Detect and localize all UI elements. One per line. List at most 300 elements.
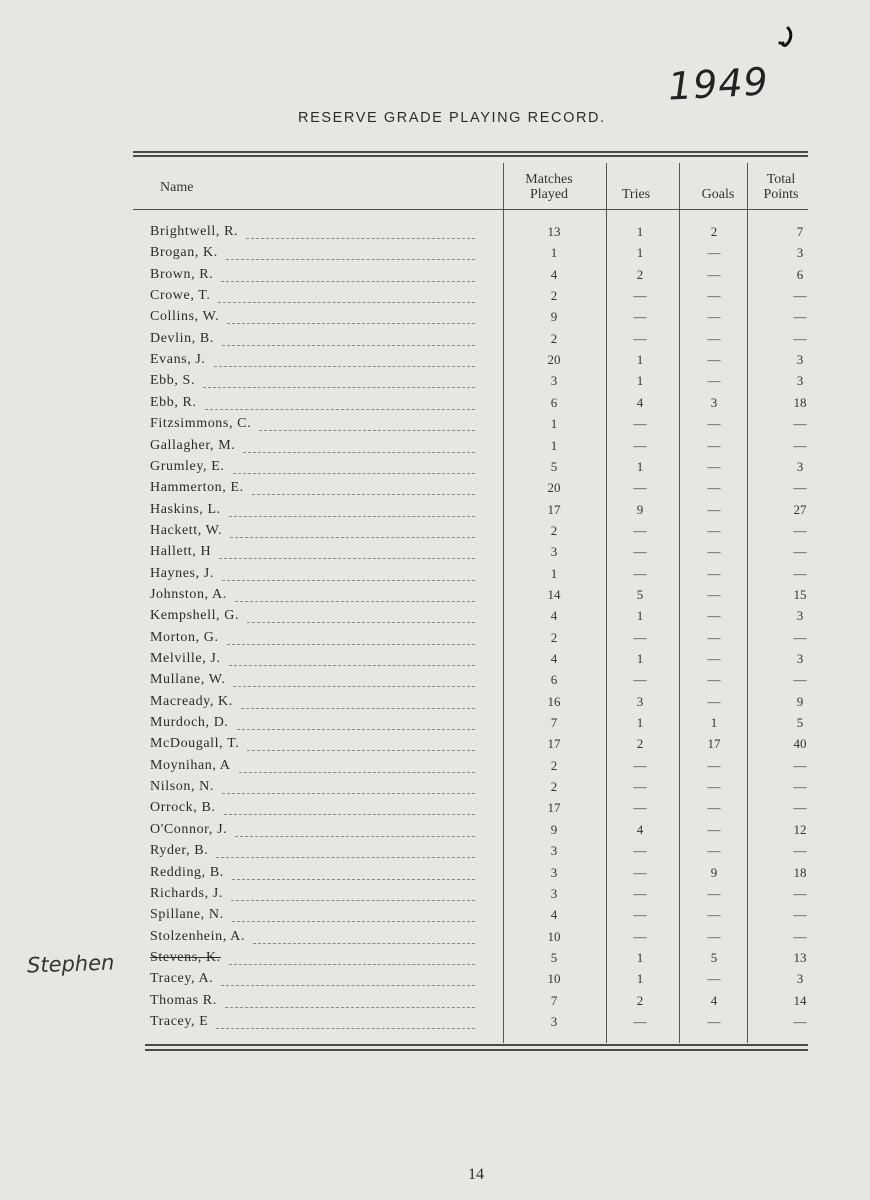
handwritten-year: 1949 xyxy=(666,59,770,109)
player-name xyxy=(150,438,485,459)
player-name xyxy=(150,929,485,950)
dot-leader xyxy=(235,836,475,837)
tries-cell: 1 xyxy=(636,458,644,474)
player-name-text: Kempshell, G. xyxy=(150,608,240,624)
table-row xyxy=(0,971,870,992)
player-name xyxy=(150,950,485,971)
goals-cell: — xyxy=(707,501,721,517)
header-name: Name xyxy=(160,180,194,195)
goals-cell: — xyxy=(707,885,721,901)
points-cell: 3 xyxy=(796,245,804,261)
player-name-text: Hammerton, E. xyxy=(150,480,244,496)
tries-cell: 5 xyxy=(636,586,644,602)
tries-cell: 1 xyxy=(636,224,644,239)
points-cell: — xyxy=(793,629,807,645)
points-cell: 9 xyxy=(796,693,804,709)
player-name-text: Ryder, B. xyxy=(150,843,209,859)
bottom-rule-2 xyxy=(145,1049,808,1051)
dot-leader xyxy=(222,793,475,794)
player-name xyxy=(150,993,485,1014)
player-name xyxy=(150,907,485,928)
player-name-text: Evans, J. xyxy=(150,352,206,368)
player-name xyxy=(150,715,485,736)
points-cell: — xyxy=(793,843,807,859)
points-cell: 3 xyxy=(796,651,804,666)
dot-leader xyxy=(216,857,475,858)
goals-cell: 2 xyxy=(710,224,718,239)
dot-leader xyxy=(203,387,475,388)
tries-cell: — xyxy=(633,757,647,773)
points-cell: 3 xyxy=(796,608,804,624)
player-name xyxy=(150,672,485,693)
player-name xyxy=(150,1014,485,1035)
points-cell: — xyxy=(793,885,807,901)
tries-cell: 1 xyxy=(636,373,644,389)
matches-cell: 13 xyxy=(547,224,561,239)
tries-cell: 4 xyxy=(636,394,644,410)
dot-leader xyxy=(219,558,475,559)
player-name xyxy=(150,373,485,394)
table-row xyxy=(0,993,870,1014)
tries-cell: — xyxy=(633,907,647,923)
matches-cell: 2 xyxy=(550,288,558,304)
table-row xyxy=(0,694,870,715)
player-name-text: Orrock, B. xyxy=(150,800,216,816)
points-cell: 3 xyxy=(796,352,804,368)
goals-cell: — xyxy=(707,245,721,261)
points-cell: 6 xyxy=(796,266,804,282)
player-name-text: Haynes, J. xyxy=(150,565,214,581)
dot-leader xyxy=(232,879,475,880)
player-name xyxy=(150,480,485,501)
points-cell: 14 xyxy=(793,992,807,1008)
player-name-text: Hallett, H xyxy=(150,544,212,560)
player-name xyxy=(150,694,485,715)
table-row xyxy=(0,587,870,608)
player-name-text: Haskins, L. xyxy=(150,501,221,517)
matches-cell: 3 xyxy=(550,1013,558,1029)
player-name-text: Redding, B. xyxy=(150,864,224,880)
tries-cell: 2 xyxy=(636,736,644,752)
player-name-text: Thomas R. xyxy=(150,992,217,1008)
points-cell: 3 xyxy=(796,458,804,474)
goals-cell: — xyxy=(707,843,721,859)
table-row xyxy=(0,800,870,821)
points-cell: — xyxy=(793,416,807,432)
points-cell: — xyxy=(793,480,807,496)
table-row xyxy=(0,1014,870,1035)
goals-cell: — xyxy=(707,480,721,496)
ink-mark-icon xyxy=(776,26,796,48)
table-row xyxy=(0,502,870,523)
dot-leader xyxy=(252,494,475,495)
table-row xyxy=(0,438,870,459)
tries-cell: — xyxy=(633,779,647,795)
tries-cell: 1 xyxy=(636,949,644,965)
goals-cell: 1 xyxy=(710,715,718,731)
dot-leader xyxy=(222,580,475,581)
points-cell: — xyxy=(793,437,807,453)
player-name-text: McDougall, T. xyxy=(150,736,240,752)
dot-leader xyxy=(214,366,475,367)
points-cell: — xyxy=(793,757,807,773)
goals-cell: — xyxy=(707,330,721,346)
matches-cell: 4 xyxy=(550,266,558,282)
points-cell: — xyxy=(793,565,807,581)
player-name xyxy=(150,267,485,288)
points-cell: 5 xyxy=(796,715,804,731)
player-name-text: Richards, J. xyxy=(150,885,223,901)
table-row xyxy=(0,651,870,672)
points-cell: 15 xyxy=(793,586,807,602)
table-row xyxy=(0,779,870,800)
matches-cell: 4 xyxy=(550,608,558,624)
goals-cell: 17 xyxy=(707,736,721,752)
player-name xyxy=(150,331,485,352)
matches-cell: 2 xyxy=(550,330,558,346)
player-name xyxy=(150,651,485,672)
player-name-text: Spillane, N. xyxy=(150,907,224,923)
points-cell: — xyxy=(793,907,807,923)
table-row xyxy=(0,544,870,565)
goals-cell: — xyxy=(707,1013,721,1029)
table-row xyxy=(0,566,870,587)
goals-cell: — xyxy=(707,288,721,304)
goals-cell: — xyxy=(707,629,721,645)
player-name xyxy=(150,459,485,480)
player-name-text: Collins, W. xyxy=(150,309,220,325)
goals-cell: — xyxy=(707,672,721,688)
goals-cell: 9 xyxy=(710,864,718,880)
tries-cell: — xyxy=(633,480,647,496)
matches-cell: 3 xyxy=(550,373,558,389)
points-cell: — xyxy=(793,309,807,325)
player-name-text: O'Connor, J. xyxy=(150,821,228,837)
table-row xyxy=(0,523,870,544)
goals-cell: — xyxy=(707,971,721,987)
dot-leader xyxy=(227,323,475,324)
goals-cell: — xyxy=(707,821,721,837)
goals-cell: — xyxy=(707,373,721,389)
player-name xyxy=(150,288,485,309)
points-cell: 18 xyxy=(793,394,807,410)
player-name xyxy=(150,608,485,629)
player-name-text: Mullane, W. xyxy=(150,672,226,688)
matches-cell: 9 xyxy=(550,309,558,325)
page-number: 14 xyxy=(468,1166,484,1183)
header-goals: Goals xyxy=(701,187,735,202)
goals-cell: — xyxy=(707,437,721,453)
dot-leader xyxy=(225,1007,475,1008)
player-name xyxy=(150,758,485,779)
dot-leader xyxy=(246,238,475,239)
tries-cell: 1 xyxy=(636,651,644,666)
player-name xyxy=(150,630,485,651)
top-rule-2 xyxy=(133,155,808,157)
points-cell: — xyxy=(793,288,807,304)
goals-cell: 3 xyxy=(710,394,718,410)
matches-cell: 3 xyxy=(550,885,558,901)
tries-cell: 3 xyxy=(636,693,644,709)
points-cell: 13 xyxy=(793,949,807,965)
player-name-text: Brightwell, R. xyxy=(150,224,239,239)
points-cell: — xyxy=(793,779,807,795)
table-row xyxy=(0,459,870,480)
points-cell: — xyxy=(793,544,807,560)
points-cell: — xyxy=(793,800,807,816)
matches-cell: 9 xyxy=(550,821,558,837)
points-cell: — xyxy=(793,672,807,688)
table-row xyxy=(0,245,870,266)
player-name-text: Morton, G. xyxy=(150,629,219,645)
player-name-text: Crowe, T. xyxy=(150,288,211,304)
table-row xyxy=(0,672,870,693)
dot-leader xyxy=(232,921,475,922)
player-name-text: Brogan, K. xyxy=(150,245,218,261)
player-name-text: Stolzenhein, A. xyxy=(150,928,245,944)
goals-cell: — xyxy=(707,800,721,816)
matches-cell: 1 xyxy=(550,565,558,581)
player-name xyxy=(150,971,485,992)
dot-leader xyxy=(243,452,475,453)
tries-cell: 1 xyxy=(636,608,644,624)
tries-cell: 1 xyxy=(636,352,644,368)
dot-leader xyxy=(230,537,475,538)
points-cell: 3 xyxy=(796,971,804,987)
tries-cell: 2 xyxy=(636,266,644,282)
player-name-text: Tracey, E xyxy=(150,1013,209,1029)
dot-leader xyxy=(247,622,475,623)
dot-leader xyxy=(224,814,475,815)
table-row xyxy=(0,416,870,437)
points-cell: — xyxy=(793,522,807,538)
player-name xyxy=(150,544,485,565)
matches-cell: 3 xyxy=(550,864,558,880)
player-name xyxy=(150,502,485,523)
player-name xyxy=(150,523,485,544)
player-name xyxy=(150,865,485,886)
matches-cell: 16 xyxy=(547,693,561,709)
table-row xyxy=(0,886,870,907)
player-name-text: Fitzsimmons, C. xyxy=(150,416,252,432)
matches-cell: 3 xyxy=(550,843,558,859)
matches-cell: 20 xyxy=(547,480,561,496)
matches-cell: 4 xyxy=(550,651,558,666)
tries-cell: 1 xyxy=(636,245,644,261)
tries-cell: — xyxy=(633,416,647,432)
goals-cell: — xyxy=(707,586,721,602)
table-row xyxy=(0,480,870,501)
dot-leader xyxy=(229,665,475,666)
table-row xyxy=(0,373,870,394)
tries-cell: 1 xyxy=(636,715,644,731)
player-name xyxy=(150,800,485,821)
table-row xyxy=(0,929,870,950)
matches-cell: 2 xyxy=(550,757,558,773)
matches-cell: 6 xyxy=(550,672,558,688)
matches-cell: 1 xyxy=(550,245,558,261)
player-name xyxy=(150,309,485,330)
dot-leader xyxy=(221,985,475,986)
tries-cell: — xyxy=(633,629,647,645)
dot-leader xyxy=(221,281,475,282)
goals-cell: — xyxy=(707,309,721,325)
points-cell: 18 xyxy=(793,864,807,880)
header-rule xyxy=(133,209,808,210)
matches-cell: 7 xyxy=(550,715,558,731)
table-row xyxy=(0,822,870,843)
player-name xyxy=(150,416,485,437)
page-title: RESERVE GRADE PLAYING RECORD. xyxy=(298,110,606,126)
tries-cell: — xyxy=(633,565,647,581)
dot-leader xyxy=(205,409,475,410)
matches-cell: 7 xyxy=(550,992,558,1008)
table-row xyxy=(0,331,870,352)
tries-cell: — xyxy=(633,928,647,944)
player-name xyxy=(150,822,485,843)
table-row xyxy=(0,309,870,330)
player-name-text: Tracey, A. xyxy=(150,971,214,987)
player-name xyxy=(150,395,485,416)
tries-cell: — xyxy=(633,885,647,901)
goals-cell: — xyxy=(707,757,721,773)
tries-cell: — xyxy=(633,309,647,325)
tries-cell: — xyxy=(633,672,647,688)
matches-cell: 17 xyxy=(547,800,561,816)
matches-cell: 2 xyxy=(550,629,558,645)
points-cell: 12 xyxy=(793,821,807,837)
dot-leader xyxy=(259,430,475,431)
points-cell: — xyxy=(793,928,807,944)
table-row xyxy=(0,395,870,416)
player-name-text: Hackett, W. xyxy=(150,522,223,538)
player-name-text: Johnston, A. xyxy=(150,586,227,602)
player-name xyxy=(150,224,485,245)
dot-leader xyxy=(253,943,475,944)
tries-cell: 4 xyxy=(636,821,644,837)
dot-leader xyxy=(216,1028,475,1029)
goals-cell: — xyxy=(707,416,721,432)
table-row xyxy=(0,736,870,757)
matches-cell: 20 xyxy=(547,352,561,368)
points-cell: — xyxy=(793,330,807,346)
table-row xyxy=(0,224,870,245)
goals-cell: — xyxy=(707,693,721,709)
player-name-text: Moynihan, A xyxy=(150,757,231,773)
matches-cell: 3 xyxy=(550,544,558,560)
player-name-text: Ebb, R. xyxy=(150,394,197,410)
matches-cell: 5 xyxy=(550,949,558,965)
goals-cell: — xyxy=(707,266,721,282)
tries-cell: — xyxy=(633,864,647,880)
table-row xyxy=(0,950,870,971)
tries-cell: — xyxy=(633,330,647,346)
dot-leader xyxy=(237,729,475,730)
player-name-text: Gallagher, M. xyxy=(150,437,236,453)
dot-leader xyxy=(239,772,475,773)
header-tries: Tries xyxy=(621,187,651,202)
tries-cell: — xyxy=(633,843,647,859)
matches-cell: 1 xyxy=(550,437,558,453)
top-rule xyxy=(133,151,808,153)
player-name xyxy=(150,587,485,608)
dot-leader xyxy=(241,708,475,709)
tries-cell: 9 xyxy=(636,501,644,517)
player-name-text: Macready, K. xyxy=(150,693,233,709)
table-row xyxy=(0,608,870,629)
goals-cell: — xyxy=(707,928,721,944)
table-row xyxy=(0,758,870,779)
player-name-text: Brown, R. xyxy=(150,266,214,282)
player-name xyxy=(150,352,485,373)
dot-leader xyxy=(222,345,475,346)
dot-leader xyxy=(227,644,475,645)
player-name xyxy=(150,736,485,757)
dot-leader xyxy=(233,686,475,687)
dot-leader xyxy=(218,302,475,303)
player-name-text: Devlin, B. xyxy=(150,330,214,346)
dot-leader xyxy=(235,601,475,602)
dot-leader xyxy=(247,750,475,751)
goals-cell: — xyxy=(707,458,721,474)
goals-cell: — xyxy=(707,608,721,624)
player-name-text: Stevens, K. xyxy=(150,949,221,965)
points-cell: 27 xyxy=(793,501,807,517)
player-name-text: Murdoch, D. xyxy=(150,715,229,731)
tries-cell: — xyxy=(633,800,647,816)
tries-cell: — xyxy=(633,437,647,453)
table-row xyxy=(0,267,870,288)
goals-cell: — xyxy=(707,779,721,795)
dot-leader xyxy=(226,259,475,260)
bottom-rule xyxy=(145,1044,808,1046)
matches-cell: 10 xyxy=(547,928,561,944)
matches-cell: 1 xyxy=(550,416,558,432)
dot-leader xyxy=(231,900,475,901)
table-row xyxy=(0,907,870,928)
table-row xyxy=(0,843,870,864)
matches-cell: 2 xyxy=(550,522,558,538)
goals-cell: 4 xyxy=(710,992,718,1008)
tries-cell: — xyxy=(633,544,647,560)
matches-cell: 14 xyxy=(547,586,561,602)
matches-cell: 17 xyxy=(547,501,561,517)
tries-cell: 2 xyxy=(636,992,644,1008)
dot-leader xyxy=(233,473,475,474)
table-row xyxy=(0,288,870,309)
goals-cell: — xyxy=(707,651,721,666)
player-name xyxy=(150,779,485,800)
goals-cell: 5 xyxy=(710,949,718,965)
header-points: Total Points xyxy=(763,172,799,202)
matches-cell: 5 xyxy=(550,458,558,474)
tries-cell: — xyxy=(633,1013,647,1029)
points-cell: 7 xyxy=(796,224,804,239)
table-row xyxy=(0,630,870,651)
tries-cell: 1 xyxy=(636,971,644,987)
player-name-text: Nilson, N. xyxy=(150,779,214,795)
dot-leader xyxy=(229,964,475,965)
goals-cell: — xyxy=(707,565,721,581)
dot-leader xyxy=(229,516,475,517)
matches-cell: 4 xyxy=(550,907,558,923)
tries-cell: — xyxy=(633,522,647,538)
matches-cell: 6 xyxy=(550,394,558,410)
player-name-text: Ebb, S. xyxy=(150,373,196,389)
player-name xyxy=(150,245,485,266)
player-name-text: Grumley, E. xyxy=(150,458,225,474)
matches-cell: 10 xyxy=(547,971,561,987)
